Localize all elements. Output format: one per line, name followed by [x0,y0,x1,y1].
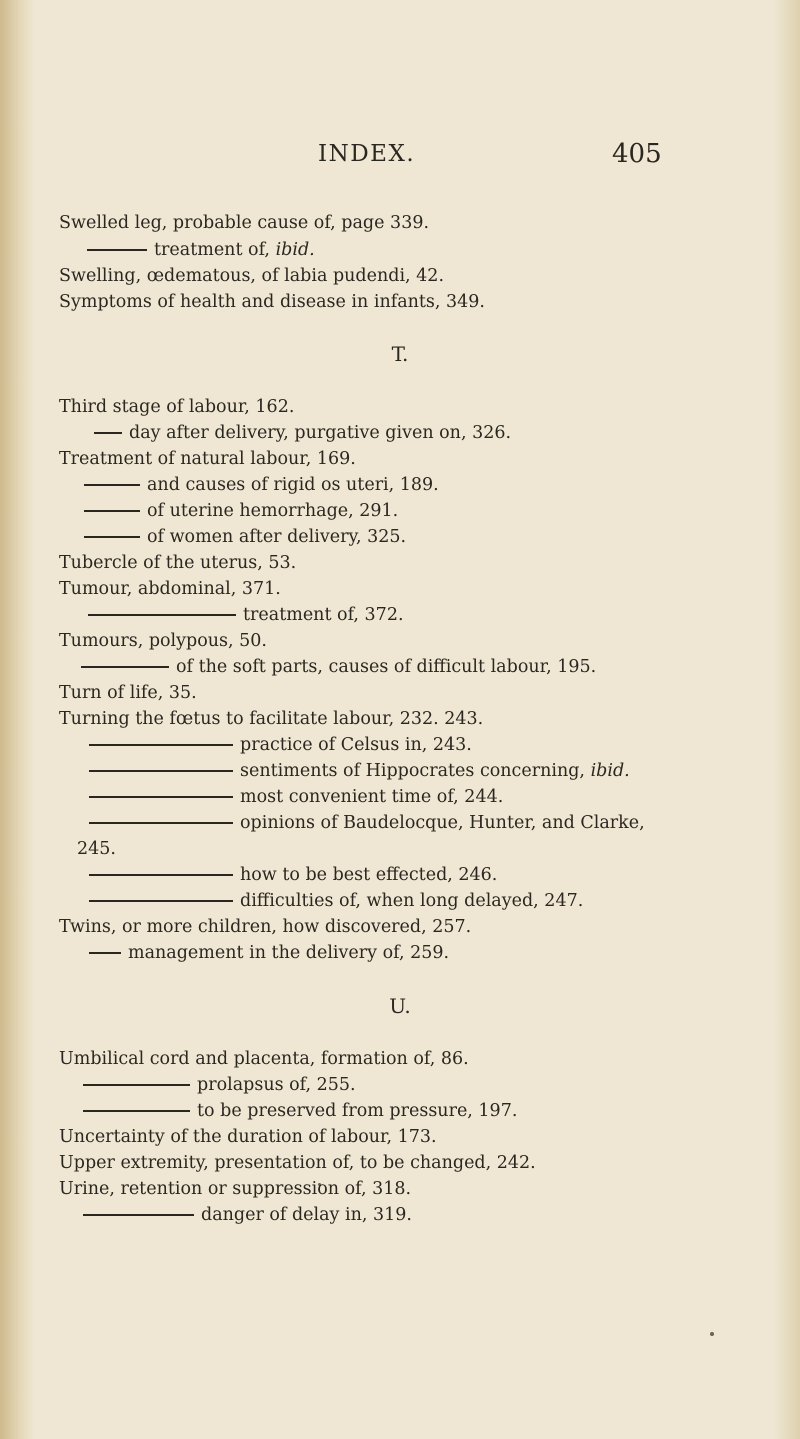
ditto-dash [88,614,236,616]
ditto-dash [89,874,233,876]
ditto-dash [89,952,121,954]
ditto-dash [89,900,233,902]
ditto-dash [84,510,140,512]
ditto-dash [83,1084,190,1086]
index-subentry: practice of Celsus in, 243. [59,733,472,757]
index-entry: Tubercle of the uterus, 53. [59,553,297,573]
index-entry: Twins, or more children, how discovered, 257. [59,917,472,937]
index-entry: Urine, retention or suppression of, 318. [59,1179,412,1199]
ditto-dash [94,432,122,434]
index-continuation: 245. [77,839,116,859]
ditto-dash [89,744,233,746]
running-head: INDEX. [318,141,416,167]
index-subentry: of uterine hemorrhage, 291. [59,499,398,523]
ditto-dash [83,1214,194,1216]
index-subentry: opinions of Baudelocque, Hunter, and Clarke, [59,811,645,835]
index-entry: Turn of life, 35. [59,683,197,703]
index-subentry: of the soft parts, causes of difficult labour, 195. [59,655,596,679]
index-entry: Upper extremity, presentation of, to be changed, 242. [59,1153,536,1173]
index-subentry: management in the delivery of, 259. [59,941,449,965]
ditto-dash [87,249,147,251]
ditto-dash [84,484,140,486]
index-subentry: how to be best effected, 246. [59,863,497,887]
index-entry: Tumour, abdominal, 371. [59,579,281,599]
index-subentry: treatment of, 372. [59,603,404,627]
index-subentry: of women after delivery, 325. [59,525,406,549]
index-subentry: treatment of, ibid. [59,238,315,262]
ditto-dash [89,770,233,772]
ditto-dash [89,796,233,798]
section-letter-t: T. [391,342,409,366]
index-entry: Third stage of labour, 162. [59,397,295,417]
index-entry: Swelling, œdematous, of labia pudendi, 42. [59,266,445,286]
index-subentry: danger of delay in, 319. [59,1203,412,1227]
ditto-dash [83,1110,190,1112]
index-entry: Symptoms of health and disease in infants, 349. [59,292,485,312]
index-entry: Tumours, polypous, 50. [59,631,267,651]
ditto-dash [84,536,140,538]
index-subentry: prolapsus of, 255. [59,1073,356,1097]
index-subentry: most convenient time of, 244. [59,785,503,809]
index-entry: Uncertainty of the duration of labour, 173. [59,1127,437,1147]
index-subentry: to be preserved from pressure, 197. [59,1099,517,1123]
section-letter-u: U. [389,994,411,1018]
index-subentry: and causes of rigid os uteri, 189. [59,473,439,497]
index-subentry: difficulties of, when long delayed, 247. [59,889,583,913]
ditto-dash [89,822,233,824]
ditto-dash [81,666,169,668]
index-entry: Turning the fœtus to facilitate labour, 232. 243. [59,709,484,729]
page-number: 405 [612,139,662,169]
index-entry: Swelled leg, probable cause of, page 339. [59,213,430,233]
index-subentry: day after delivery, purgative given on, 326. [59,421,511,445]
index-entry: Umbilical cord and placenta, formation of, 86. [59,1049,469,1069]
index-entry: Treatment of natural labour, 169. [59,449,356,469]
index-subentry: sentiments of Hippocrates concerning, ibid. [59,759,630,783]
